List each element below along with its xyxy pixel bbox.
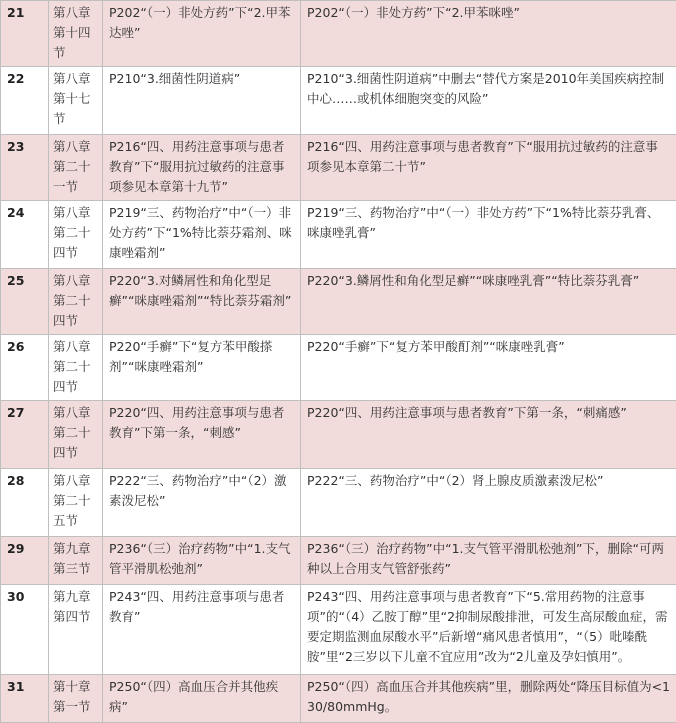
original-cell: P220“手癣”下“复方苯甲酸搽剂”“咪康唑霜剂” <box>103 335 301 401</box>
original-cell: P220“3.对鳞屑性和角化型足癣”“咪康唑霜剂”“特比萘芬霜剂” <box>103 269 301 335</box>
revised-cell: P220“手癣”下“复方苯甲酸酊剂”“咪康唑乳膏” <box>301 335 676 401</box>
row-number: 28 <box>1 469 49 537</box>
chapter-cell: 第八章第二十四节 <box>49 201 103 269</box>
revised-cell: P210“3.细菌性阴道病”中删去“替代方案是2010年美国疾病控制中心……或机体细胞突变的风险” <box>301 67 676 135</box>
revised-cell: P250“（四）高血压合并其他疾病”里，删除两处“降压目标值为<130/80mmHg。 <box>301 675 676 723</box>
row-number: 25 <box>1 269 49 335</box>
table-row <box>1 469 676 537</box>
table-row <box>1 537 676 585</box>
table-row <box>1 201 676 269</box>
chapter-cell: 第八章第二十四节 <box>49 335 103 401</box>
row-number: 29 <box>1 537 49 585</box>
table-row <box>1 675 676 723</box>
original-cell: P202“（一）非处方药”下“2.甲苯达唑” <box>103 1 301 67</box>
table-row <box>1 585 676 675</box>
original-cell: P250“（四）高血压合并其他疾病” <box>103 675 301 723</box>
chapter-cell: 第八章第二十四节 <box>49 269 103 335</box>
row-number: 30 <box>1 585 49 675</box>
table-row <box>1 67 676 135</box>
errata-table-body <box>1 1 676 723</box>
chapter-cell: 第八章第二十一节 <box>49 135 103 201</box>
revised-cell: P222“三、药物治疗”中“（2）肾上腺皮质激素泼尼松” <box>301 469 676 537</box>
chapter-cell: 第八章第二十五节 <box>49 469 103 537</box>
original-cell: P219“三、药物治疗”中“（一）非处方药”下“1%特比萘芬霜剂、咪康唑霜剂” <box>103 201 301 269</box>
table-row <box>1 401 676 469</box>
row-number: 21 <box>1 1 49 67</box>
chapter-cell: 第八章第十四节 <box>49 1 103 67</box>
revised-cell: P236“（三）治疗药物”中“1.支气管平滑肌松弛剂”下，删除“可两种以上合用支气管舒张药” <box>301 537 676 585</box>
table-row <box>1 135 676 201</box>
original-cell: P222“三、药物治疗”中“（2）激素泼尼松” <box>103 469 301 537</box>
revised-cell: P219“三、药物治疗”中“（一）非处方药”下“1%特比萘芬乳膏、咪康唑乳膏” <box>301 201 676 269</box>
table-row <box>1 269 676 335</box>
row-number: 24 <box>1 201 49 269</box>
revised-cell: P216“四、用药注意事项与患者教育”下“服用抗过敏药的注意事项参见本章第二十节” <box>301 135 676 201</box>
chapter-cell: 第八章第二十四节 <box>49 401 103 469</box>
original-cell: P236“（三）治疗药物”中“1.支气管平滑肌松弛剂” <box>103 537 301 585</box>
original-cell: P243“四、用药注意事项与患者教育” <box>103 585 301 675</box>
revised-cell: P220“3.鳞屑性和角化型足癣”“咪康唑乳膏”“特比萘芬乳膏” <box>301 269 676 335</box>
original-cell: P216“四、用药注意事项与患者教育”下“服用抗过敏药的注意事项参见本章第十九节” <box>103 135 301 201</box>
chapter-cell: 第九章第三节 <box>49 537 103 585</box>
original-cell: P220“四、用药注意事项与患者教育”下第一条，“刺感” <box>103 401 301 469</box>
row-number: 23 <box>1 135 49 201</box>
revised-cell: P243“四、用药注意事项与患者教育”下“5.常用药物的注意事项”的“（4）乙胺丁醇”里“2抑制尿酸排泄，可发生高尿酸血症，需要定期监测血尿酸水平”后新增“痛风患者慎用”，“（5）吡嗪酰胺”里“2三岁以下儿童不宜应用”改为“2儿童及孕妇慎用”。 <box>301 585 676 675</box>
row-number: 26 <box>1 335 49 401</box>
chapter-cell: 第九章第四节 <box>49 585 103 675</box>
original-cell: P210“3.细菌性阴道病” <box>103 67 301 135</box>
table-row <box>1 335 676 401</box>
chapter-cell: 第八章第十七节 <box>49 67 103 135</box>
revised-cell: P220“四、用药注意事项与患者教育”下第一条，“刺痛感” <box>301 401 676 469</box>
row-number: 27 <box>1 401 49 469</box>
row-number: 31 <box>1 675 49 723</box>
row-number: 22 <box>1 67 49 135</box>
revised-cell: P202“（一）非处方药”下“2.甲苯咪唑” <box>301 1 676 67</box>
table-row <box>1 1 676 67</box>
chapter-cell: 第十章第一节 <box>49 675 103 723</box>
